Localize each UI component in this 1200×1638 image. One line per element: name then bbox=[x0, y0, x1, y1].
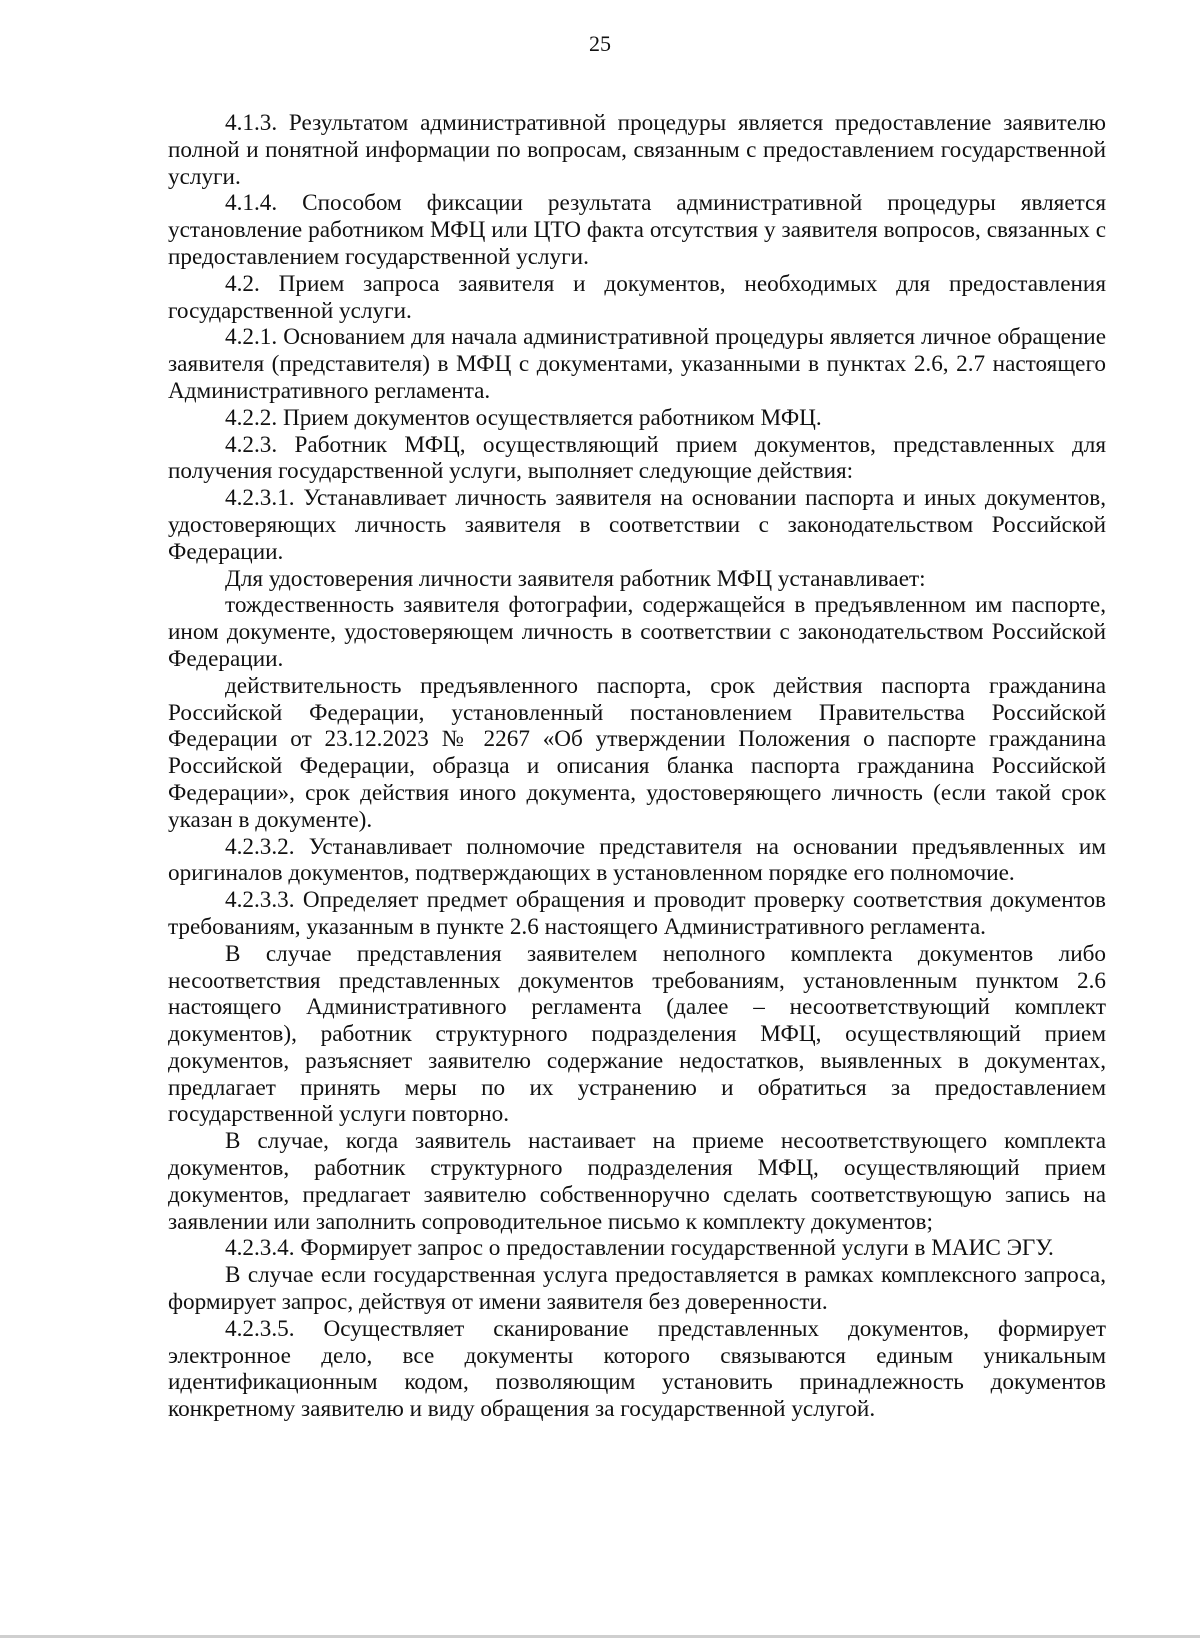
paragraph-incomplete-set: В случае представления заявителем неполного комплекта документов либо несоответствия представленных документов требованиям, установленным пунктом 2.6 настоящего Административного регламента (далее – несоответствующий комплект документов), работник структурного подразделения МФЦ, осуществляющий прием документов, разъясняет заявителю содержание недостатков, выявленных в документах, предлагает принять меры по их устранению и обратиться за предоставлением государственной услуги повторно. bbox=[168, 940, 1106, 1128]
paragraph-4-2-3-5: 4.2.3.5. Осуществляет сканирование представленных документов, формирует электронное дело, все документы которого связываются единым уникальным идентификационным кодом, позволяющим установить принадлежность документов конкретному заявителю и виду обращения за государственной услугой. bbox=[168, 1315, 1106, 1423]
paragraph-complex-request: В случае если государственная услуга предоставляется в рамках комплексного запроса, формирует запрос, действуя от имени заявителя без доверенности. bbox=[168, 1262, 1106, 1316]
paragraph-4-2-3-3: 4.2.3.3. Определяет предмет обращения и проводит проверку соответствия документов требованиям, указанным в пункте 2.6 настоящего Административного регламента. bbox=[168, 887, 1106, 940]
paragraph-identity-intro: Для удостоверения личности заявителя работник МФЦ устанавливает: bbox=[225, 565, 926, 592]
paragraph-4-1-3: 4.1.3. Результатом административной процедуры является предоставление заявителю полной и понятной информации по вопросам, связанным с предоставлением государственной услуги. bbox=[168, 110, 1106, 190]
paragraph-4-2-1: 4.2.1. Основанием для начала административной процедуры является личное обращение заявителя (представителя) в МФЦ с документами, указанными в пунктах 2.6, 2.7 настоящего Административного регламента. bbox=[168, 324, 1106, 404]
paragraph-photo-identity: тождественность заявителя фотографии, содержащейся в предъявленном им паспорте, ином документе, удостоверяющем личность в соответствии с законодательством Российской Федерации. bbox=[168, 592, 1106, 672]
paragraph-4-2-3-4: 4.2.3.4. Формирует запрос о предоставлении государственной услуги в МАИС ЭГУ. bbox=[225, 1235, 1054, 1262]
paragraph-insist-case: В случае, когда заявитель настаивает на приеме несоответствующего комплекта документов, работник структурного подразделения МФЦ, осуществляющий прием документов, предлагает заявителю собственноручно сделать соответствующую запись на заявлении или заполнить сопроводительное письмо к комплекту документов; bbox=[168, 1128, 1106, 1235]
paragraph-passport-validity: действительность предъявленного паспорта, срок действия паспорта гражданина Российской Федерации, установленный постановлением Правительства Российской Федерации от 23.12.2023 № 2267 «Об утверждении Положения о паспорте гражданина Российской Федерации, образца и описания бланка паспорта гражданина Российской Федерации», срок действия иного документа, удостоверяющего личность (если такой срок указан в документе). bbox=[168, 672, 1106, 833]
paragraph-4-2: 4.2. Прием запроса заявителя и документов, необходимых для предоставления государственной услуги. bbox=[168, 270, 1106, 324]
paragraph-4-2-3-1: 4.2.3.1. Устанавливает личность заявителя на основании паспорта и иных документов, удостоверяющих личность заявителя в соответствии с законодательством Российской Федерации. bbox=[168, 485, 1106, 565]
document-body bbox=[168, 110, 1106, 1423]
paragraph-4-2-3-2: 4.2.3.2. Устанавливает полномочие представителя на основании предъявленных им оригиналов документов, подтверждающих в установленном порядке его полномочие. bbox=[168, 833, 1106, 887]
paragraph-4-1-4: 4.1.4. Способом фиксации результата административной процедуры является установление работником МФЦ или ЦТО факта отсутствия у заявителя вопросов, связанных с предоставлением государственной услуги. bbox=[168, 190, 1106, 270]
paragraph-4-2-3: 4.2.3. Работник МФЦ, осуществляющий прием документов, представленных для получения государственной услуги, выполняет следующие действия: bbox=[168, 431, 1106, 485]
page-number: 25 bbox=[589, 31, 611, 56]
paragraph-4-2-2: 4.2.2. Прием документов осуществляется работником МФЦ. bbox=[225, 404, 822, 431]
